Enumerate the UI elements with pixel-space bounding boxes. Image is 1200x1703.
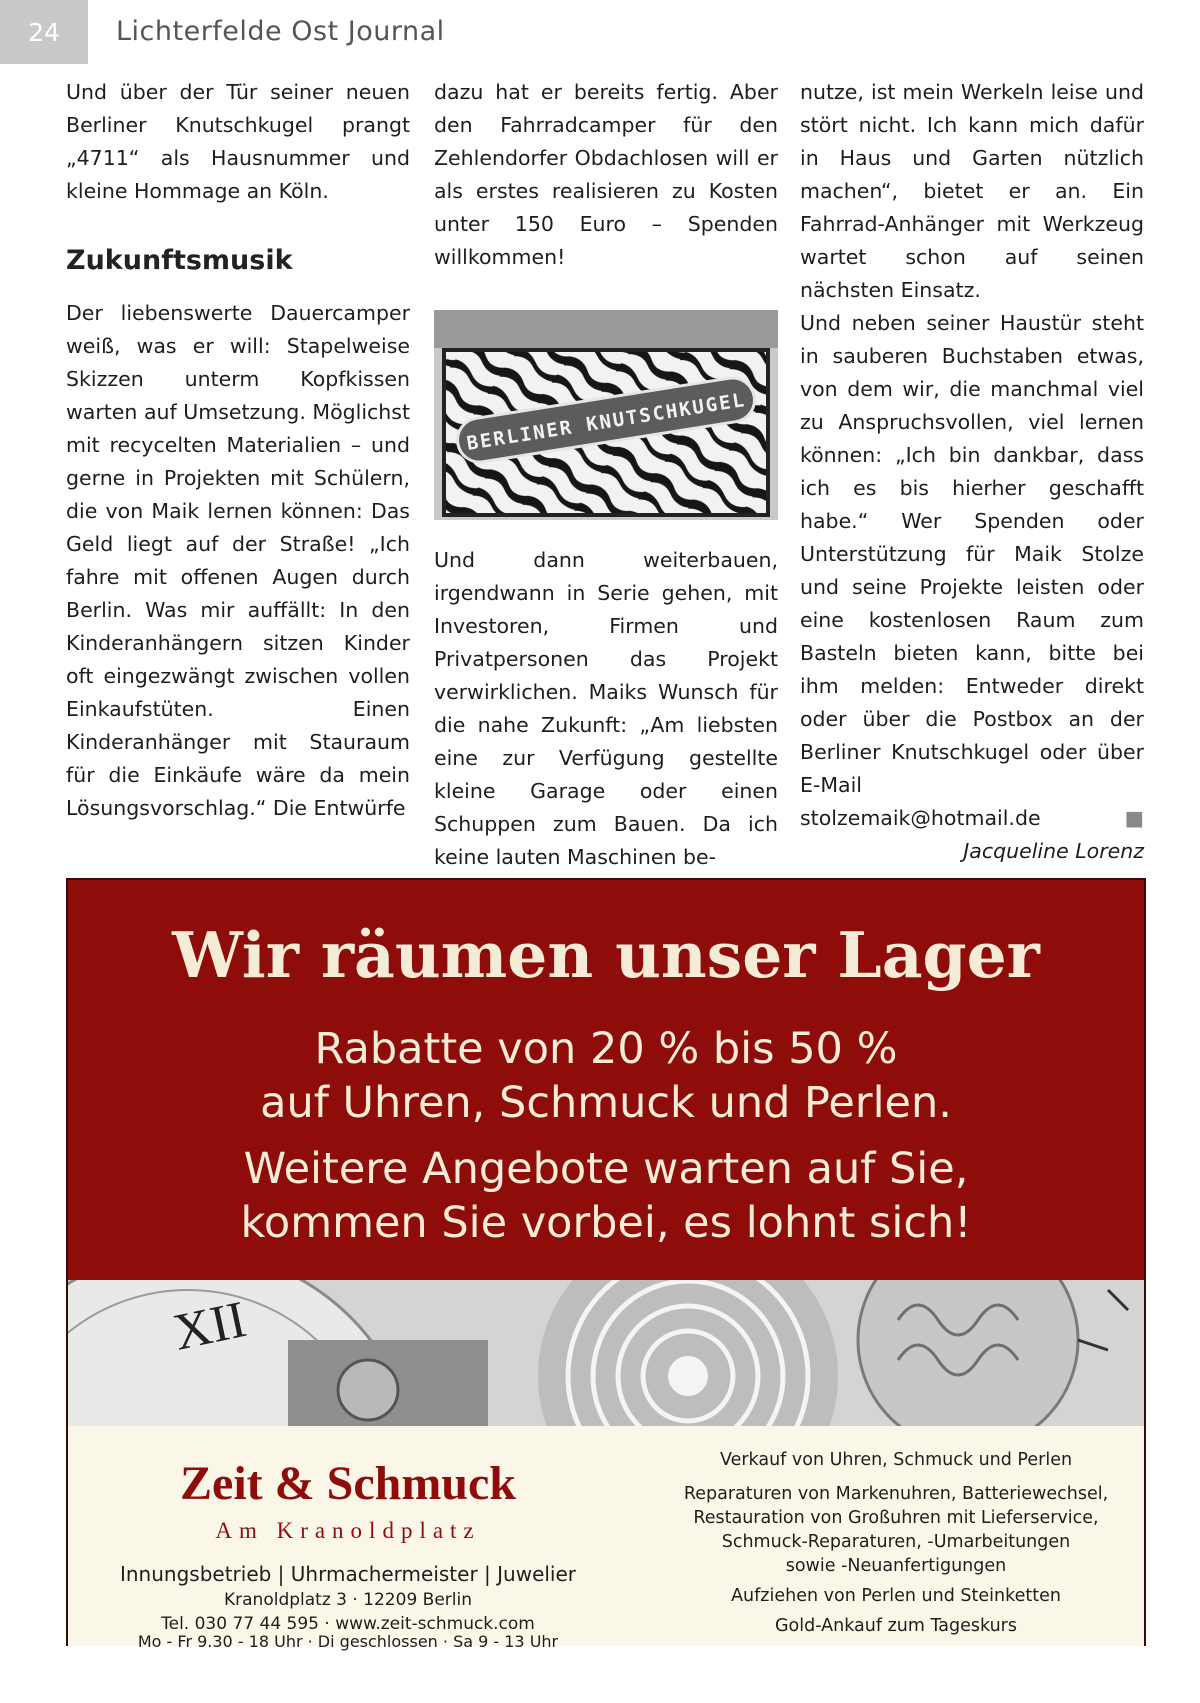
article-photo xyxy=(434,310,778,520)
address: Kranoldplatz 3 · 12209 Berlin xyxy=(223,1590,472,1610)
article-column-2-top xyxy=(434,76,778,274)
article-column-2-bottom xyxy=(434,544,778,874)
ad-banner xyxy=(68,880,1144,1280)
service-item: Restauration von Großuhren mit Lieferservice, xyxy=(693,1508,1099,1528)
end-mark: ■ xyxy=(1124,806,1144,830)
intro-paragraph: Und über der Tür seiner neuen Berliner Knutschkugel prangt „4711“ als Hausnummer und kleine Hommage an Köln. xyxy=(66,80,410,203)
author-byline: Jacqueline Lorenz xyxy=(963,839,1144,863)
opening-hours: Mo - Fr 9.30 - 18 Uhr · Di geschlossen · Sa 9 - 13 Uhr xyxy=(137,1632,559,1651)
watch-movement-image xyxy=(68,1280,1144,1426)
subheading: Zukunftsmusik xyxy=(66,245,293,276)
sign-text: BERLINER KNUTSCHKUGEL xyxy=(465,389,748,455)
email-address[interactable]: stolzemaik@hotmail.de xyxy=(800,806,1041,830)
service-item: Schmuck-Reparaturen, -Umarbeitungen xyxy=(721,1532,1071,1552)
knutschkugel-sign-image xyxy=(434,310,778,520)
journal-title: Lichterfelde Ost Journal xyxy=(116,16,445,47)
article-column-3 xyxy=(800,76,1144,868)
ad-products-line: auf Uhren, Schmuck und Perlen. xyxy=(260,1078,952,1128)
advertisement xyxy=(66,878,1146,1646)
watch-dial-graphic xyxy=(68,1280,1144,1426)
service-item: Aufziehen von Perlen und Steinketten xyxy=(731,1586,1061,1606)
body-paragraph: Und neben seiner Haustür steht in sauberen Buchstaben etwas, von dem wir, die manchmal viel zu Anspruchsvollen, viel lernen können: „Ich bin dankbar, dass ich es bis hierher geschafft habe.“ Wer Spenden oder Unterstützung für Maik Stolze und seine Projekte leisten oder eine kostenlosen Raum zum Basteln bieten kann, bitte bei ihm melden: Entweder direkt oder über die Postbox an der Berliner Knutschkugel oder über E-Mail xyxy=(800,311,1144,797)
service-item: Reparaturen von Markenuhren, Batteriewechsel, xyxy=(683,1484,1109,1504)
body-paragraph: Und dann weiterbauen, irgendwann in Serie gehen, mit Investoren, Firmen und Privatpersonen das Projekt verwirklichen. Maiks Wunsch für die nahe Zukunft: „Am liebsten eine zur Verfügung gestellte kleine Garage oder einen Schuppen zum Bauen. Da ich keine lauten Maschinen be- xyxy=(434,548,778,869)
service-item: Verkauf von Uhren, Schmuck und Perlen xyxy=(719,1450,1073,1470)
ad-business-card xyxy=(68,1426,1144,1646)
ad-offer-line: Weitere Angebote warten auf Sie, xyxy=(243,1144,969,1194)
body-paragraph: dazu hat er bereits fertig. Aber den Fahrradcamper für den Zehlendorfer Obdachlosen will er als erstes realisieren zu Kosten unter 150 Euro – Spenden willkommen! xyxy=(434,80,778,269)
article-column-1 xyxy=(66,76,410,825)
trade-line: Innungsbetrieb | Uhrmachermeister | Juwelier xyxy=(119,1562,577,1586)
ad-headline: Wir räumen unser Lager xyxy=(172,918,1040,992)
ad-invite-line: kommen Sie vorbei, es lohnt sich! xyxy=(240,1198,972,1248)
body-paragraph: Der liebenswerte Dauercamper weiß, was er will: Stapelweise Skizzen unterm Kopfkissen warten auf Umsetzung. Möglichst mit recycelten Materialien – und gerne in Projekten mit Schülern, die von Maik lernen können: Das Geld liegt auf der Straße! „Ich fahre mit offenen Augen durch Berlin. Was mir auffällt: In den Kinderanhängern sitzen Kinder oft eingezwängt zwischen vollen Einkaufstüten. Einen Kinderanhänger mit Stauraum für die Einkäufe wäre da mein Lösungsvorschlag.“ Die Entwürfe xyxy=(66,301,410,820)
dial-numeral: XII xyxy=(168,1290,252,1362)
brand-name: Zeit & Schmuck xyxy=(180,1457,516,1510)
ad-discount-line: Rabatte von 20 % bis 50 % xyxy=(314,1024,898,1074)
service-item: sowie -Neuanfertigungen xyxy=(785,1556,1007,1576)
brand-subtitle: Am Kranoldplatz xyxy=(215,1518,481,1543)
service-item: Gold-Ankauf zum Tageskurs xyxy=(775,1616,1017,1636)
contact-line: Tel. 030 77 44 595 · www.zeit-schmuck.com xyxy=(161,1614,535,1634)
page-number: 24 xyxy=(0,0,88,64)
body-paragraph: nutze, ist mein Werkeln leise und stört nicht. Ich kann mich dafür in Haus und Garten nützlich machen“, bietet er an. Ein Fahrrad-Anhänger mit Werkzeug wartet schon auf seinen nächsten Einsatz. xyxy=(800,80,1144,302)
